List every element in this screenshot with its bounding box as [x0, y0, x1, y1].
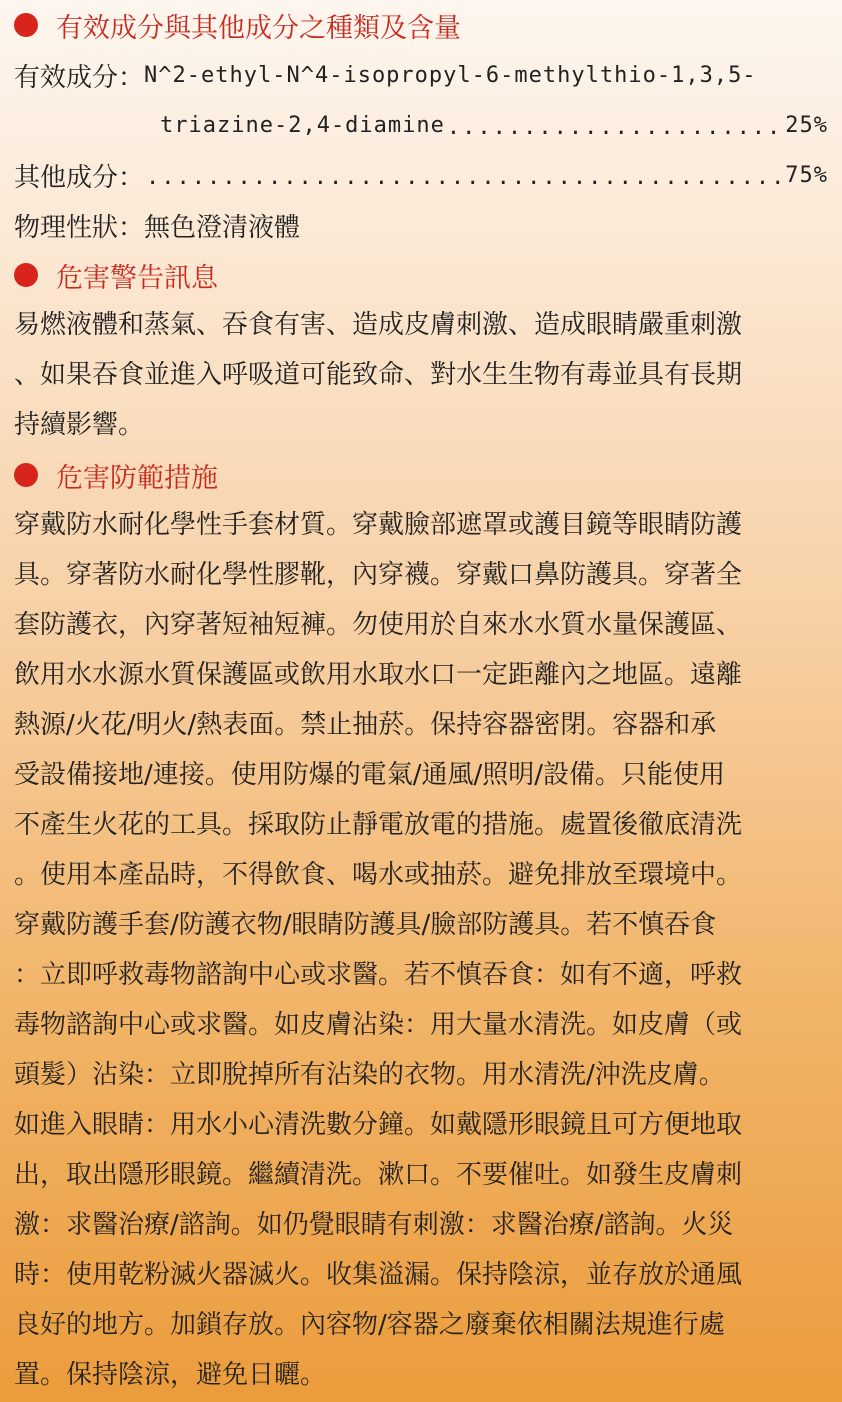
text-line: 易燃液體和蒸氣、吞食有害、造成皮膚刺激、造成眼睛嚴重刺激 [14, 310, 743, 340]
text-line: 受設備接地/連接。使用防爆的電氣/通風/照明/設備。只能使用 [14, 760, 726, 790]
text-line: 、如果吞食並進入呼吸道可能致命、對水生生物有毒並具有長期 [14, 360, 743, 390]
text-line: 毒物諮詢中心或求醫。如皮膚沾染：用大量水清洗。如皮膚（或 [14, 1010, 743, 1040]
text-line: 。使用本產品時，不得飲食、喝水或抽菸。避免排放至環境中。 [14, 860, 743, 890]
section-heading-hazard-warning [14, 250, 828, 300]
text-line: ：立即呼救毒物諮詢中心或求醫。若不慎吞食：如有不適，呼救 [14, 960, 743, 990]
active-ingredient-percent: 25% [785, 112, 828, 138]
text-line: 置。保持陰涼，避免日曬。 [14, 1360, 327, 1390]
dot-leader [447, 111, 783, 139]
text-line: 出，取出隱形眼鏡。繼續清洗。漱口。不要催吐。如發生皮膚刺 [14, 1160, 743, 1190]
red-bullet-icon [14, 263, 38, 287]
red-bullet-icon [14, 463, 38, 487]
active-ingredient-label: 有效成分： [14, 62, 145, 93]
other-ingredient-row [14, 150, 828, 200]
text-line: 不產生火花的工具。採取防止靜電放電的措施。處置後徹底清洗 [14, 810, 743, 840]
text-line: 如進入眼睛：用水小心清洗數分鐘。如戴隱形眼鏡且可方便地取 [14, 1110, 743, 1140]
section-heading-ingredients [14, 0, 828, 50]
physical-state-label: 物理性狀： [14, 212, 145, 243]
physical-state-row [14, 200, 828, 250]
precautions-text [14, 500, 828, 1400]
section-heading-text: 危害警告訊息 [56, 262, 218, 294]
active-ingredient-row [14, 50, 828, 100]
text-line: 穿戴防護手套/防護衣物/眼睛防護具/臉部防護具。若不慎吞食 [14, 910, 717, 940]
section-heading-text: 有效成分與其他成分之種類及含量 [56, 12, 461, 44]
text-line: 穿戴防水耐化學性手套材質。穿戴臉部遮罩或護目鏡等眼睛防護 [14, 510, 743, 540]
dot-leader [146, 161, 783, 189]
text-line: 飲用水水源水質保護區或飲用水取水口一定距離內之地區。遠離 [14, 660, 743, 690]
text-line: 良好的地方。加鎖存放。內容物/容器之廢棄依相關法規進行處 [14, 1310, 725, 1340]
active-ingredient-name-line1: N^2-ethyl-N^4-isopropyl-6-methylthio-1,3,5- [144, 62, 757, 88]
text-line: 具。穿著防水耐化學性膠靴，內穿襪。穿戴口鼻防護具。穿著全 [14, 560, 743, 590]
text-line: 頭髮）沾染：立即脫掉所有沾染的衣物。用水清洗/沖洗皮膚。 [14, 1060, 725, 1090]
text-line: 套防護衣，內穿著短袖短褲。勿使用於自來水水質水量保護區、 [14, 610, 743, 640]
other-ingredient-percent: 75% [785, 162, 828, 188]
section-heading-precautions [14, 450, 828, 500]
physical-state-value: 無色澄清液體 [144, 212, 301, 243]
text-line: 時：使用乾粉滅火器滅火。收集溢漏。保持陰涼，並存放於通風 [14, 1260, 743, 1290]
active-ingredient-name-line2: triazine-2,4-diamine [160, 112, 445, 138]
hazard-warning-text [14, 300, 828, 450]
other-ingredient-label: 其他成分： [14, 162, 145, 193]
text-line: 持續影響。 [14, 410, 145, 440]
text-line: 熱源/火花/明火/熱表面。禁止抽菸。保持容器密閉。容器和承 [14, 710, 717, 740]
active-ingredient-row-2 [14, 100, 828, 150]
red-bullet-icon [14, 13, 38, 37]
section-heading-text: 危害防範措施 [56, 462, 218, 494]
text-line: 激：求醫治療/諮詢。如仍覺眼睛有刺激：求醫治療/諮詢。火災 [14, 1210, 734, 1240]
